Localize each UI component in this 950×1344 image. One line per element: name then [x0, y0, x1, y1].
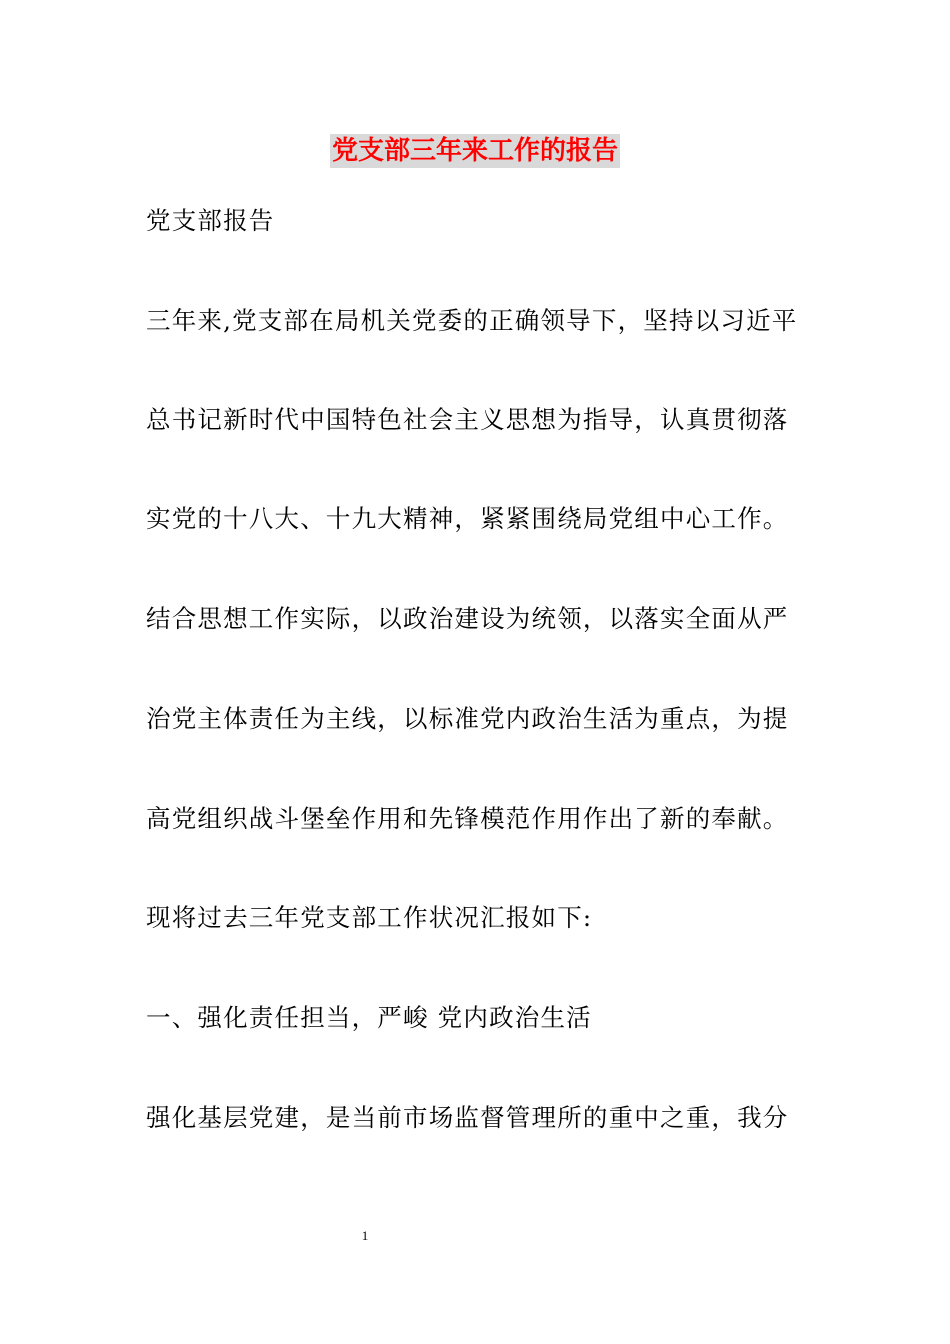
- text-line-1: 党支部报告: [146, 206, 275, 235]
- text-line-10: 强化基层党建，是当前市场监督管理所的重中之重，我分: [146, 1103, 789, 1132]
- page-number: 1: [361, 1228, 369, 1243]
- text-line-3: 总书记新时代中国特色社会主义思想为指导，认真贯彻落: [146, 405, 789, 434]
- document-title: 党支部三年来工作的报告: [331, 136, 618, 166]
- section-heading-1: 一、强化责任担当，严峻 党内政治生活: [146, 1003, 592, 1032]
- text-line-6: 治党主体责任为主线，以标准党内政治生活为重点，为提: [146, 704, 789, 733]
- text-line-2: 三年来,党支部在局机关党委的正确领导下，坚持以习近平: [146, 306, 798, 335]
- text-line-4: 实党的十八大、十九大精神，紧紧围绕局党组中心工作。: [146, 504, 789, 533]
- title-container: [0, 134, 950, 168]
- text-line-8: 现将过去三年党支部工作状况汇报如下:: [146, 903, 593, 932]
- text-line-5: 结合思想工作实际，以政治建设为统领，以落实全面从严: [146, 604, 789, 633]
- text-line-7: 高党组织战斗堡垒作用和先锋模范作用作出了新的奉献。: [146, 804, 789, 833]
